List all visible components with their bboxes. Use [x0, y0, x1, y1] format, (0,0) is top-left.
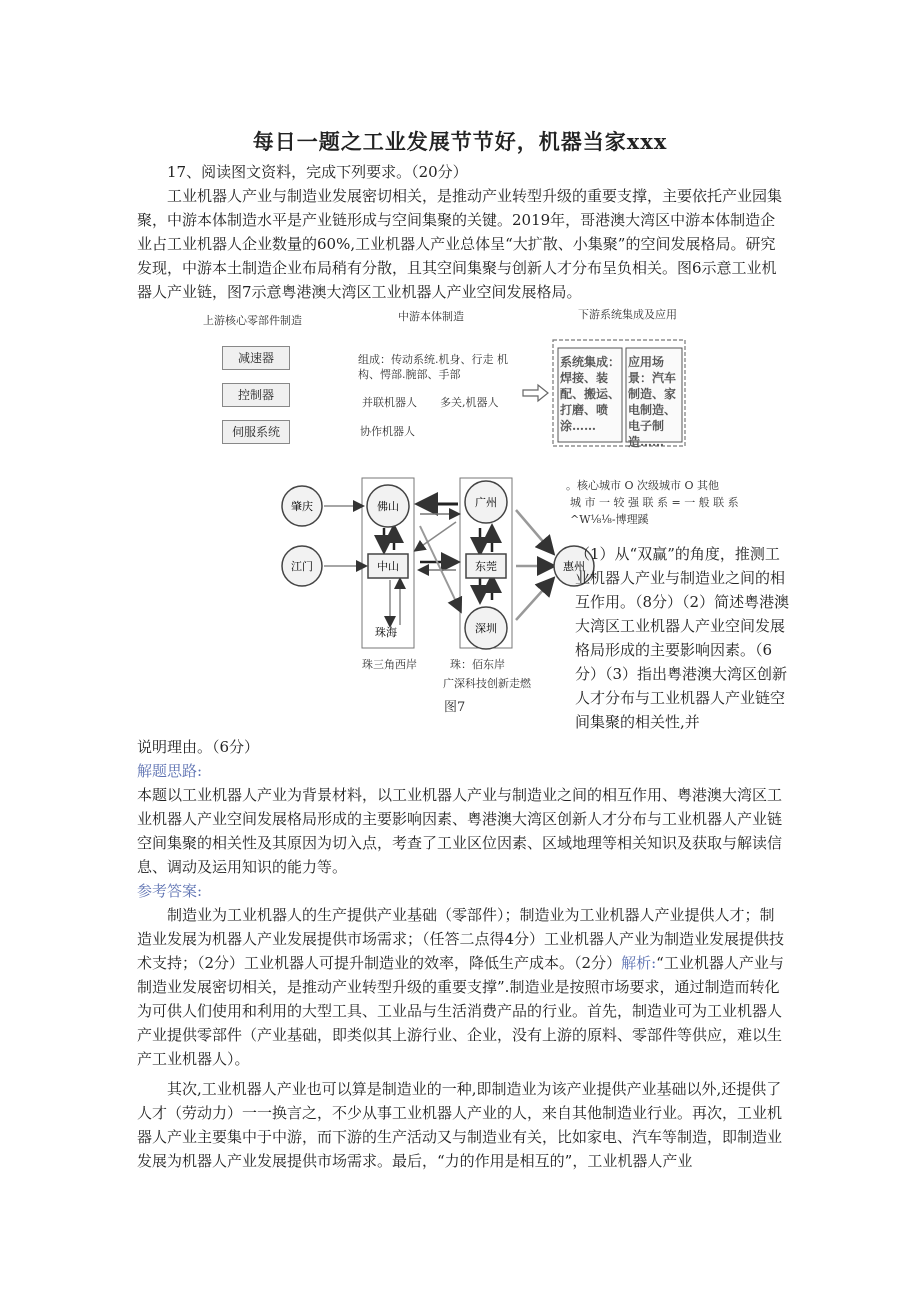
- fig6-upstream-item: 减速器: [222, 346, 290, 370]
- fig7-legend-line: ^W⅛⅛-博理蹊: [570, 513, 649, 526]
- sub-questions: （1）从“双赢”的角度，推测工业机器人产业与制造业之间的相互作用。（8分）（2）简述粤港澳大湾区工业机器人产业空间发展格局形成的主要影响因素。（6分）（3）指出粤港澳大湾区创新人才分布与工业机器人产业链空间集聚的相关性,并: [575, 545, 790, 731]
- answer-label: 参考答案:: [137, 882, 203, 900]
- svg-text:中山: 中山: [377, 560, 399, 573]
- answer-text: “工业机器人产业与制造业发展密切相关，是推动产业转型升级的重要支撑”.制造业是按照市场要求，通过制造而转化为可供人们使用和利用的大型工具、工业品与生活消费产品的行业。首先，制造业可为工业机器人产业提供零部件（产业基础，即类似其上游行业、企业，没有上游的原料、零部件等供应，难以生产工业机器人）。: [137, 954, 784, 1068]
- svg-text:东莞: 东莞: [475, 560, 497, 573]
- answer-paragraph-2: 其次,工业机器人产业也可以算是制造业的一种,即制造业为该产业提供产业基础以外,还提供了人才（劳动力）一一换言之，不少从事工业机器人产业的人，来自其他制造业行业。再次，工业机器人产业主要集中于中游，而下游的生产活动又与制造业有关，比如家电、汽车等制造，即制造业发展为机器人产业发展提供市场需求。最后，“力的作用是相互的”，工业机器人产业: [137, 1080, 783, 1170]
- fig7-diagram: [280, 470, 620, 685]
- fig7-label-west: 珠三角西岸: [362, 658, 417, 671]
- fig6-integration: 系统集成：焊接、装配、搬运、打磨、喷涂……: [560, 355, 621, 433]
- fig6-midstream-title: 中游本体制造: [398, 310, 464, 323]
- svg-text:深圳: 深圳: [475, 622, 497, 635]
- analysis-label: 解题思路:: [137, 762, 203, 780]
- svg-text:佛山: 佛山: [377, 500, 399, 513]
- page-title: 每日一题之工业发展节节好，机器当家xxx: [252, 129, 668, 154]
- svg-text:珠海: 珠海: [375, 626, 397, 639]
- question-head: 17、阅读图文资料，完成下列要求。（20分）: [167, 163, 468, 181]
- answer-text: 制造业为工业机器人的生产提供产业基础（零部件）；制造业为工业机器人产业提供人才；制造业发展为机器人产业发展提供市场需求；（任答二点得4分）工业机器人产业为制造业发展提供技术支持；（2分）工业机器人可提升制造业的效率，降低生产成本。（2分）: [137, 906, 785, 972]
- fig7-label-corridor: 广深科技创新走燃: [443, 677, 531, 690]
- svg-text:广州: 广州: [475, 496, 497, 509]
- fig7-legend-line: 城 市 一 较 强 联 系 = 一 般 联 系: [570, 496, 739, 509]
- fig6-mid-type: 并联机器人: [362, 396, 417, 409]
- fig6-upstream-item: 伺服系统: [222, 420, 290, 444]
- svg-text:肇庆: 肇庆: [291, 500, 313, 513]
- fig6-mid-type: 协作机器人: [360, 425, 415, 438]
- fig6-downstream-title: 下游系统集成及应用: [578, 308, 677, 321]
- fig6-mid-type: 多关,机器人: [440, 396, 499, 409]
- parse-label: 解析:: [621, 954, 657, 972]
- fig6-upstream-title: 上游核心零部件制造: [203, 314, 302, 327]
- fig7-label-east: 珠：佰东岸: [450, 658, 505, 671]
- sub-questions-end: 说明理由。（6分）: [137, 738, 260, 756]
- fig6-application: 应用场景：汽车制造、家电制造、电子制造……: [628, 355, 677, 449]
- analysis-text: 本题以工业机器人产业为背景材料，以工业机器人产业与制造业之间的相互作用、粤港澳大湾区工业机器人产业空间发展格局形成的主要影响因素、粤港澳大湾区创新人才分布与工业机器人产业链空间集聚的相关性及其原因为切入点，考查了工业区位因素、区域地理等相关知识及获取与解读信息、调动及运用知识的能力等。: [137, 786, 783, 876]
- fig7-legend-line: 。核心城市 O 次级城市 O 其他: [566, 479, 720, 492]
- svg-text:惠州: 惠州: [563, 560, 585, 573]
- answer-paragraph: [137, 903, 787, 1071]
- fig7-caption: 图7: [444, 700, 466, 715]
- intro-paragraph: 工业机器人产业与制造业发展密切相关，是推动产业转型升级的重要支撑，主要依托产业园集聚，中游本体制造水平是产业链形成与空间集聚的关键。2019年，哥港澳大湾区中游本体制造企业占工业机器人企业数量的60%,工业机器人产业总体呈“大扩散、小集聚”的空间发展格局。研究发现，中游本土制造企业布局稍有分散，且其空间集聚与创新人才分布呈负相关。图6示意工业机器人产业链，图7示意粤港澳大湾区工业机器人产业空间发展格局。: [137, 187, 783, 301]
- fig6-mid-composition: 组成：传动系统.机身、行走 机构、愕部.腕部、手部: [358, 353, 508, 381]
- fig6-upstream-item: 控制器: [222, 383, 290, 407]
- svg-text:江门: 江门: [291, 560, 313, 573]
